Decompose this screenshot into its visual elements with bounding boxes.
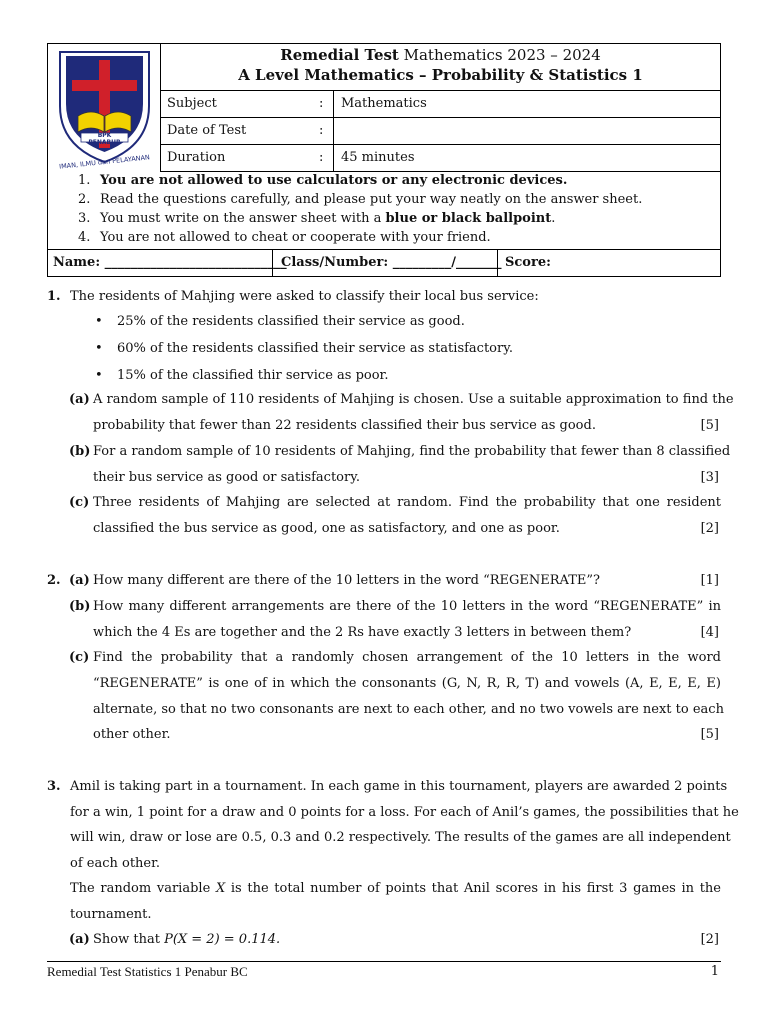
bullet-icon: • xyxy=(95,368,103,383)
info-row-subject xyxy=(161,91,720,118)
bullet-text: 15% of the classified thir service as poor. xyxy=(117,368,389,383)
title-rest: Mathematics 2023 – 2024 xyxy=(398,46,601,64)
class-number-field[interactable]: Class/Number: _________/_______ xyxy=(281,255,502,270)
mark-allocation: [4] xyxy=(700,625,719,640)
text-segment: is the total number of points that Anil scores in his first 3 games in the xyxy=(225,881,721,896)
question-text: classified the bus service as good, one as satisfactory, and one as poor. xyxy=(93,521,560,536)
question-text: probability that fewer than 22 residents classified their bus service as good. xyxy=(93,418,596,433)
rule-text: You are not allowed to cheat or cooperate with your friend. xyxy=(100,230,491,245)
question-text: The residents of Mahjing were asked to classify their local bus service: xyxy=(70,289,539,304)
bullet-icon: • xyxy=(95,314,103,329)
question-text: alternate, so that no two consonants are next to each other, and no two vowels are next to each xyxy=(93,702,724,717)
bullet-text: 25% of the residents classified their service as good. xyxy=(117,314,465,329)
info-colon: : xyxy=(319,96,324,111)
math-expression: P(X = 2) = 0.114. xyxy=(164,932,281,947)
question-text xyxy=(70,881,721,896)
rule-text: You must write on the answer sheet with a xyxy=(100,211,386,226)
text-segment: The random variable xyxy=(70,881,216,896)
part-label: (b) xyxy=(69,444,91,459)
exam-title xyxy=(161,46,720,64)
rule-text-after: . xyxy=(551,211,556,226)
info-label: Date of Test xyxy=(167,123,247,138)
info-value: 45 minutes xyxy=(341,150,415,165)
mark-allocation: [3] xyxy=(700,470,719,485)
info-value: Mathematics xyxy=(341,96,427,111)
question-text: Find the probability that a randomly chosen arrangement of the 10 letters in the word xyxy=(93,650,721,665)
question-text: their bus service as good or satisfactory. xyxy=(93,470,360,485)
info-colon: : xyxy=(319,150,324,165)
question-text: How many different arrangements are there of the 10 letters in the word “REGENERATE” in xyxy=(93,599,721,614)
logo-motto-text: IMAN, ILMU dan PELAYANAN xyxy=(58,153,151,171)
bullet-text: 60% of the residents classified their service as statisfactory. xyxy=(117,341,513,356)
question-text: which the 4 Es are together and the 2 Rs have exactly 3 letters in between them? xyxy=(93,625,632,640)
question-text: For a random sample of 10 residents of Mahjing, find the probability that fewer than 8 classified xyxy=(93,444,731,459)
question-text: for a win, 1 point for a draw and 0 points for a loss. For each of Anil’s games, the possibilities that he xyxy=(70,805,739,820)
question-text: tournament. xyxy=(70,907,152,922)
logo-cell xyxy=(48,44,161,172)
bullet-icon: • xyxy=(95,341,103,356)
part-label: (c) xyxy=(69,495,90,510)
part-label: (c) xyxy=(69,650,90,665)
exam-subtitle: A Level Mathematics – Probability & Statistics 1 xyxy=(238,66,643,84)
rule-number: 2. xyxy=(78,192,91,207)
rule-number: 4. xyxy=(78,230,91,245)
student-info-row xyxy=(48,250,720,277)
page-number: 1 xyxy=(710,964,719,979)
question-text: Amil is taking part in a tournament. In each game in this tournament, players are awarded 2 points xyxy=(70,779,728,794)
rule-bold: You are not allowed to use calculators or any electronic devices. xyxy=(100,173,568,188)
exam-header xyxy=(47,43,721,277)
question-number: 2. xyxy=(47,573,61,588)
part-label: (a) xyxy=(69,392,90,407)
rule-number: 3. xyxy=(78,211,91,226)
mark-allocation: [1] xyxy=(700,573,719,588)
part-label: (a) xyxy=(69,932,90,947)
info-row-date xyxy=(161,118,720,145)
question-text: other other. xyxy=(93,727,171,742)
score-field[interactable]: Score: xyxy=(505,255,551,270)
text-segment: Show that xyxy=(93,932,165,947)
info-label: Subject xyxy=(167,96,217,111)
math-variable: X xyxy=(215,881,226,896)
part-label: (b) xyxy=(69,599,91,614)
question-text xyxy=(93,932,280,947)
name-field[interactable]: Name: ____________________________ xyxy=(53,255,287,270)
rule-bold: blue or black ballpoint xyxy=(385,211,552,226)
question-text: of each other. xyxy=(70,856,161,871)
exam-rules xyxy=(48,172,720,250)
title-area xyxy=(161,44,720,91)
rule-text: Read the questions carefully, and please put your way neatly on the answer sheet. xyxy=(100,192,643,207)
question-text: A random sample of 110 residents of Mahjing is chosen. Use a suitable approximation to find the xyxy=(93,392,734,407)
part-label: (a) xyxy=(69,573,90,588)
info-row-duration xyxy=(161,145,720,172)
info-label: Duration xyxy=(167,150,226,165)
question-text: How many different are there of the 10 letters in the word “REGENERATE”? xyxy=(93,573,601,588)
mark-allocation: [5] xyxy=(700,418,719,433)
info-colon: : xyxy=(319,123,324,138)
question-text: will win, draw or lose are 0.5, 0.3 and 0.2 respectively. The results of the games are all independent xyxy=(70,830,731,845)
logo-banner-text: BPK PENABUR xyxy=(88,132,121,146)
question-number: 3. xyxy=(47,779,61,794)
mark-allocation: [5] xyxy=(700,727,719,742)
rule-number: 1. xyxy=(78,173,91,188)
mark-allocation: [2] xyxy=(700,521,719,536)
title-bold: Remedial Test xyxy=(280,46,399,64)
question-text: Three residents of Mahjing are selected at random. Find the probability that one resident xyxy=(93,495,721,510)
footer-text: Remedial Test Statistics 1 Penabur BC xyxy=(47,964,248,979)
mark-allocation: [2] xyxy=(700,932,719,947)
question-text: “REGENERATE” is one of in which the consonants (G, N, R, R, T) and vowels (A, E, E, E, E) xyxy=(93,676,721,691)
question-number: 1. xyxy=(47,289,61,304)
footer-divider xyxy=(47,961,721,962)
